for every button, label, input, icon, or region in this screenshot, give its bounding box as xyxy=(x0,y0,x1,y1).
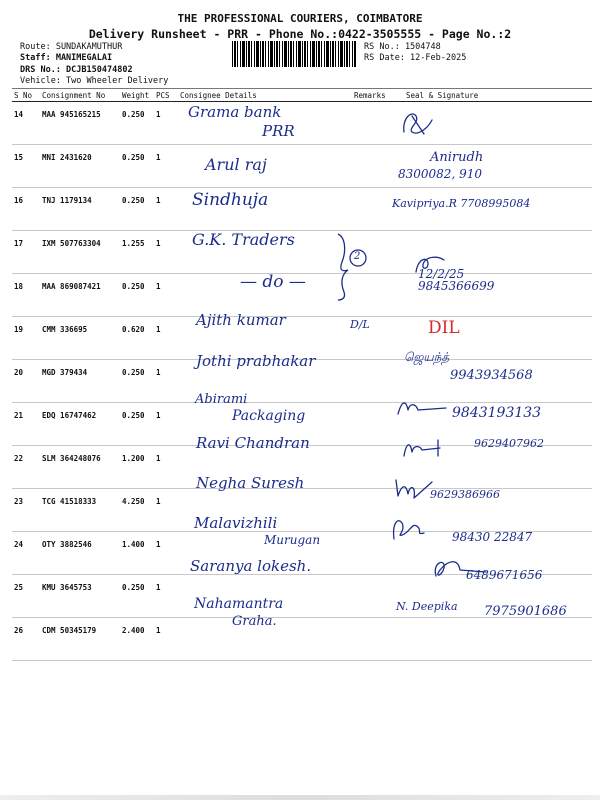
cell-remarks xyxy=(352,145,388,188)
phone-23: 9629386966 xyxy=(430,488,500,501)
cell-pcs: 1 xyxy=(154,102,178,145)
runsheet-subtitle: Delivery Runsheet - PRR - Phone No.:0422-3505555 - Page No.:2 xyxy=(88,27,512,41)
staff-label: Staff: MANIMEGALAI xyxy=(20,53,113,63)
company-title: THE PROFESSIONAL COURIERS, COIMBATORE xyxy=(177,12,423,25)
cell-weight: 0.250 xyxy=(120,188,154,231)
cell-consignment-no: IXM 507763304 xyxy=(40,231,120,274)
col-header-signature: Seal & Signature xyxy=(388,89,592,102)
col-header-consignment: Consignment No xyxy=(40,89,120,102)
rs-date-label: RS Date: 12-Feb-2025 xyxy=(364,53,467,63)
cell-remarks xyxy=(352,575,388,618)
cell-remarks xyxy=(352,489,388,532)
phone-24: 98430 22847 xyxy=(452,530,533,544)
table-row xyxy=(12,145,592,188)
cell-sno: 17 xyxy=(12,231,40,274)
cell-weight: 2.400 xyxy=(120,618,154,661)
cell-pcs: 1 xyxy=(154,317,178,360)
cell-weight: 0.620 xyxy=(120,317,154,360)
cell-sno: 22 xyxy=(12,446,40,489)
phone-26: 7975901686 xyxy=(484,604,567,619)
cell-sno: 21 xyxy=(12,403,40,446)
cell-consignment-no: CDM 50345179 xyxy=(40,618,120,661)
phone-15: 8300082, 910 xyxy=(398,167,482,181)
page-edge xyxy=(0,795,600,800)
cell-remarks xyxy=(352,102,388,145)
col-header-consignee: Consignee Details xyxy=(178,89,352,102)
cell-consignment-no: TNJ 1179134 xyxy=(40,188,120,231)
phone-21: 9843193133 xyxy=(452,405,542,421)
consignee-23: Negha Suresh xyxy=(196,474,305,492)
bracket-mark xyxy=(336,232,376,302)
vehicle-label: Vehicle: Two Wheeler Delivery xyxy=(20,76,169,86)
cell-consignment-no: CMM 336695 xyxy=(40,317,120,360)
cell-pcs: 1 xyxy=(154,446,178,489)
consignee-16: Sindhuja xyxy=(192,190,269,210)
signature-name-26: N. Deepika xyxy=(396,600,458,613)
cell-seal-signature xyxy=(388,618,592,661)
table-row xyxy=(12,489,592,532)
drs-label: DRS No.: DCJB150474802 xyxy=(20,65,133,75)
table-header-row xyxy=(12,89,592,102)
barcode xyxy=(232,41,356,67)
phone-18: 12/2/25 9845366699 xyxy=(418,267,495,293)
consignee-15: Arul raj xyxy=(205,155,267,174)
cell-sno: 24 xyxy=(12,532,40,575)
consignee-25: Saranya lokesh. xyxy=(190,557,312,575)
consignee-17: G.K. Traders xyxy=(192,230,295,249)
col-header-sno: S No xyxy=(12,89,40,102)
consignee-21: Abirami xyxy=(195,392,248,407)
phone-25: 6489671656 xyxy=(466,568,543,582)
cell-pcs: 1 xyxy=(154,403,178,446)
cell-remarks xyxy=(352,532,388,575)
consignee-26: Nahamantra xyxy=(194,596,284,612)
signature-name-20: ஜெயந்த் xyxy=(404,350,450,364)
cell-weight: 4.250 xyxy=(120,489,154,532)
cell-sno: 19 xyxy=(12,317,40,360)
signature-21 xyxy=(394,396,450,418)
cell-pcs: 1 xyxy=(154,489,178,532)
cell-consignment-no: MAA 945165215 xyxy=(40,102,120,145)
rs-no-label: RS No.: 1504748 xyxy=(364,42,441,52)
cell-consignment-no: MAA 869087421 xyxy=(40,274,120,317)
signature-24 xyxy=(388,513,428,543)
cell-sno: 26 xyxy=(12,618,40,661)
cell-consignment-no: MGD 379434 xyxy=(40,360,120,403)
phone-16: Kavipriya.R 7708995084 xyxy=(392,197,531,210)
cell-weight: 0.250 xyxy=(120,145,154,188)
phone-22: 9629407962 xyxy=(474,437,544,450)
cell-remarks xyxy=(352,360,388,403)
cell-remarks xyxy=(352,446,388,489)
cell-remarks xyxy=(352,188,388,231)
consignee-24: Malavizhili xyxy=(194,514,278,532)
consignee-20: Jothi prabhakar xyxy=(196,352,316,370)
cell-weight: 0.250 xyxy=(120,102,154,145)
table-row xyxy=(12,102,592,145)
cell-sno: 20 xyxy=(12,360,40,403)
signature-14 xyxy=(398,108,438,138)
table-row xyxy=(12,618,592,661)
cell-pcs: 1 xyxy=(154,145,178,188)
cell-pcs: 1 xyxy=(154,231,178,274)
cell-consignment-no: MNI 2431620 xyxy=(40,145,120,188)
cell-sno: 14 xyxy=(12,102,40,145)
cell-sno: 16 xyxy=(12,188,40,231)
cell-consignment-no: KMU 3645753 xyxy=(40,575,120,618)
cell-pcs: 1 xyxy=(154,188,178,231)
cell-sno: 18 xyxy=(12,274,40,317)
signature-22 xyxy=(400,436,446,460)
cell-remarks xyxy=(352,618,388,661)
consignee-18: — do — xyxy=(240,272,306,292)
cell-weight: 0.250 xyxy=(120,403,154,446)
consignee-14-line2: PRR xyxy=(262,122,295,140)
cell-sno: 23 xyxy=(12,489,40,532)
route-label: Route: SUNDAKAMUTHUR xyxy=(20,42,123,52)
cell-sno: 15 xyxy=(12,145,40,188)
cell-seal-signature xyxy=(388,145,592,188)
cell-consignment-no: EDQ 16747462 xyxy=(40,403,120,446)
cell-consignment-no: TCG 41518333 xyxy=(40,489,120,532)
signature-name-15: Anirudh xyxy=(430,150,484,165)
cell-pcs: 1 xyxy=(154,575,178,618)
consignee-14: Grama bank xyxy=(188,103,282,121)
col-header-pcs: PCS xyxy=(154,89,178,102)
cell-consignment-no: SLM 364248076 xyxy=(40,446,120,489)
cell-weight: 0.250 xyxy=(120,575,154,618)
signature-19-dl: DIL xyxy=(428,318,460,338)
cell-weight: 1.400 xyxy=(120,532,154,575)
consignee-21-line2: Packaging xyxy=(232,408,306,424)
consignee-24-line2: Murugan xyxy=(264,533,321,547)
cell-weight: 1.200 xyxy=(120,446,154,489)
cell-sno: 25 xyxy=(12,575,40,618)
col-header-weight: Weight xyxy=(120,89,154,102)
cell-pcs: 1 xyxy=(154,360,178,403)
cell-weight: 1.255 xyxy=(120,231,154,274)
consignee-26-line2: Graha. xyxy=(232,614,277,629)
bracket-number: 2 xyxy=(354,251,361,262)
cell-weight: 0.250 xyxy=(120,360,154,403)
consignee-22: Ravi Chandran xyxy=(196,434,310,452)
cell-pcs: 1 xyxy=(154,618,178,661)
consignee-19: Ajith kumar xyxy=(196,311,286,329)
col-header-remarks: Remarks xyxy=(352,89,388,102)
remarks-19: D/L xyxy=(350,318,370,331)
cell-remarks xyxy=(352,403,388,446)
cell-weight: 0.250 xyxy=(120,274,154,317)
cell-pcs: 1 xyxy=(154,532,178,575)
cell-pcs: 1 xyxy=(154,274,178,317)
phone-20: 9943934568 xyxy=(450,368,533,383)
cell-consignment-no: OTY 3882546 xyxy=(40,532,120,575)
